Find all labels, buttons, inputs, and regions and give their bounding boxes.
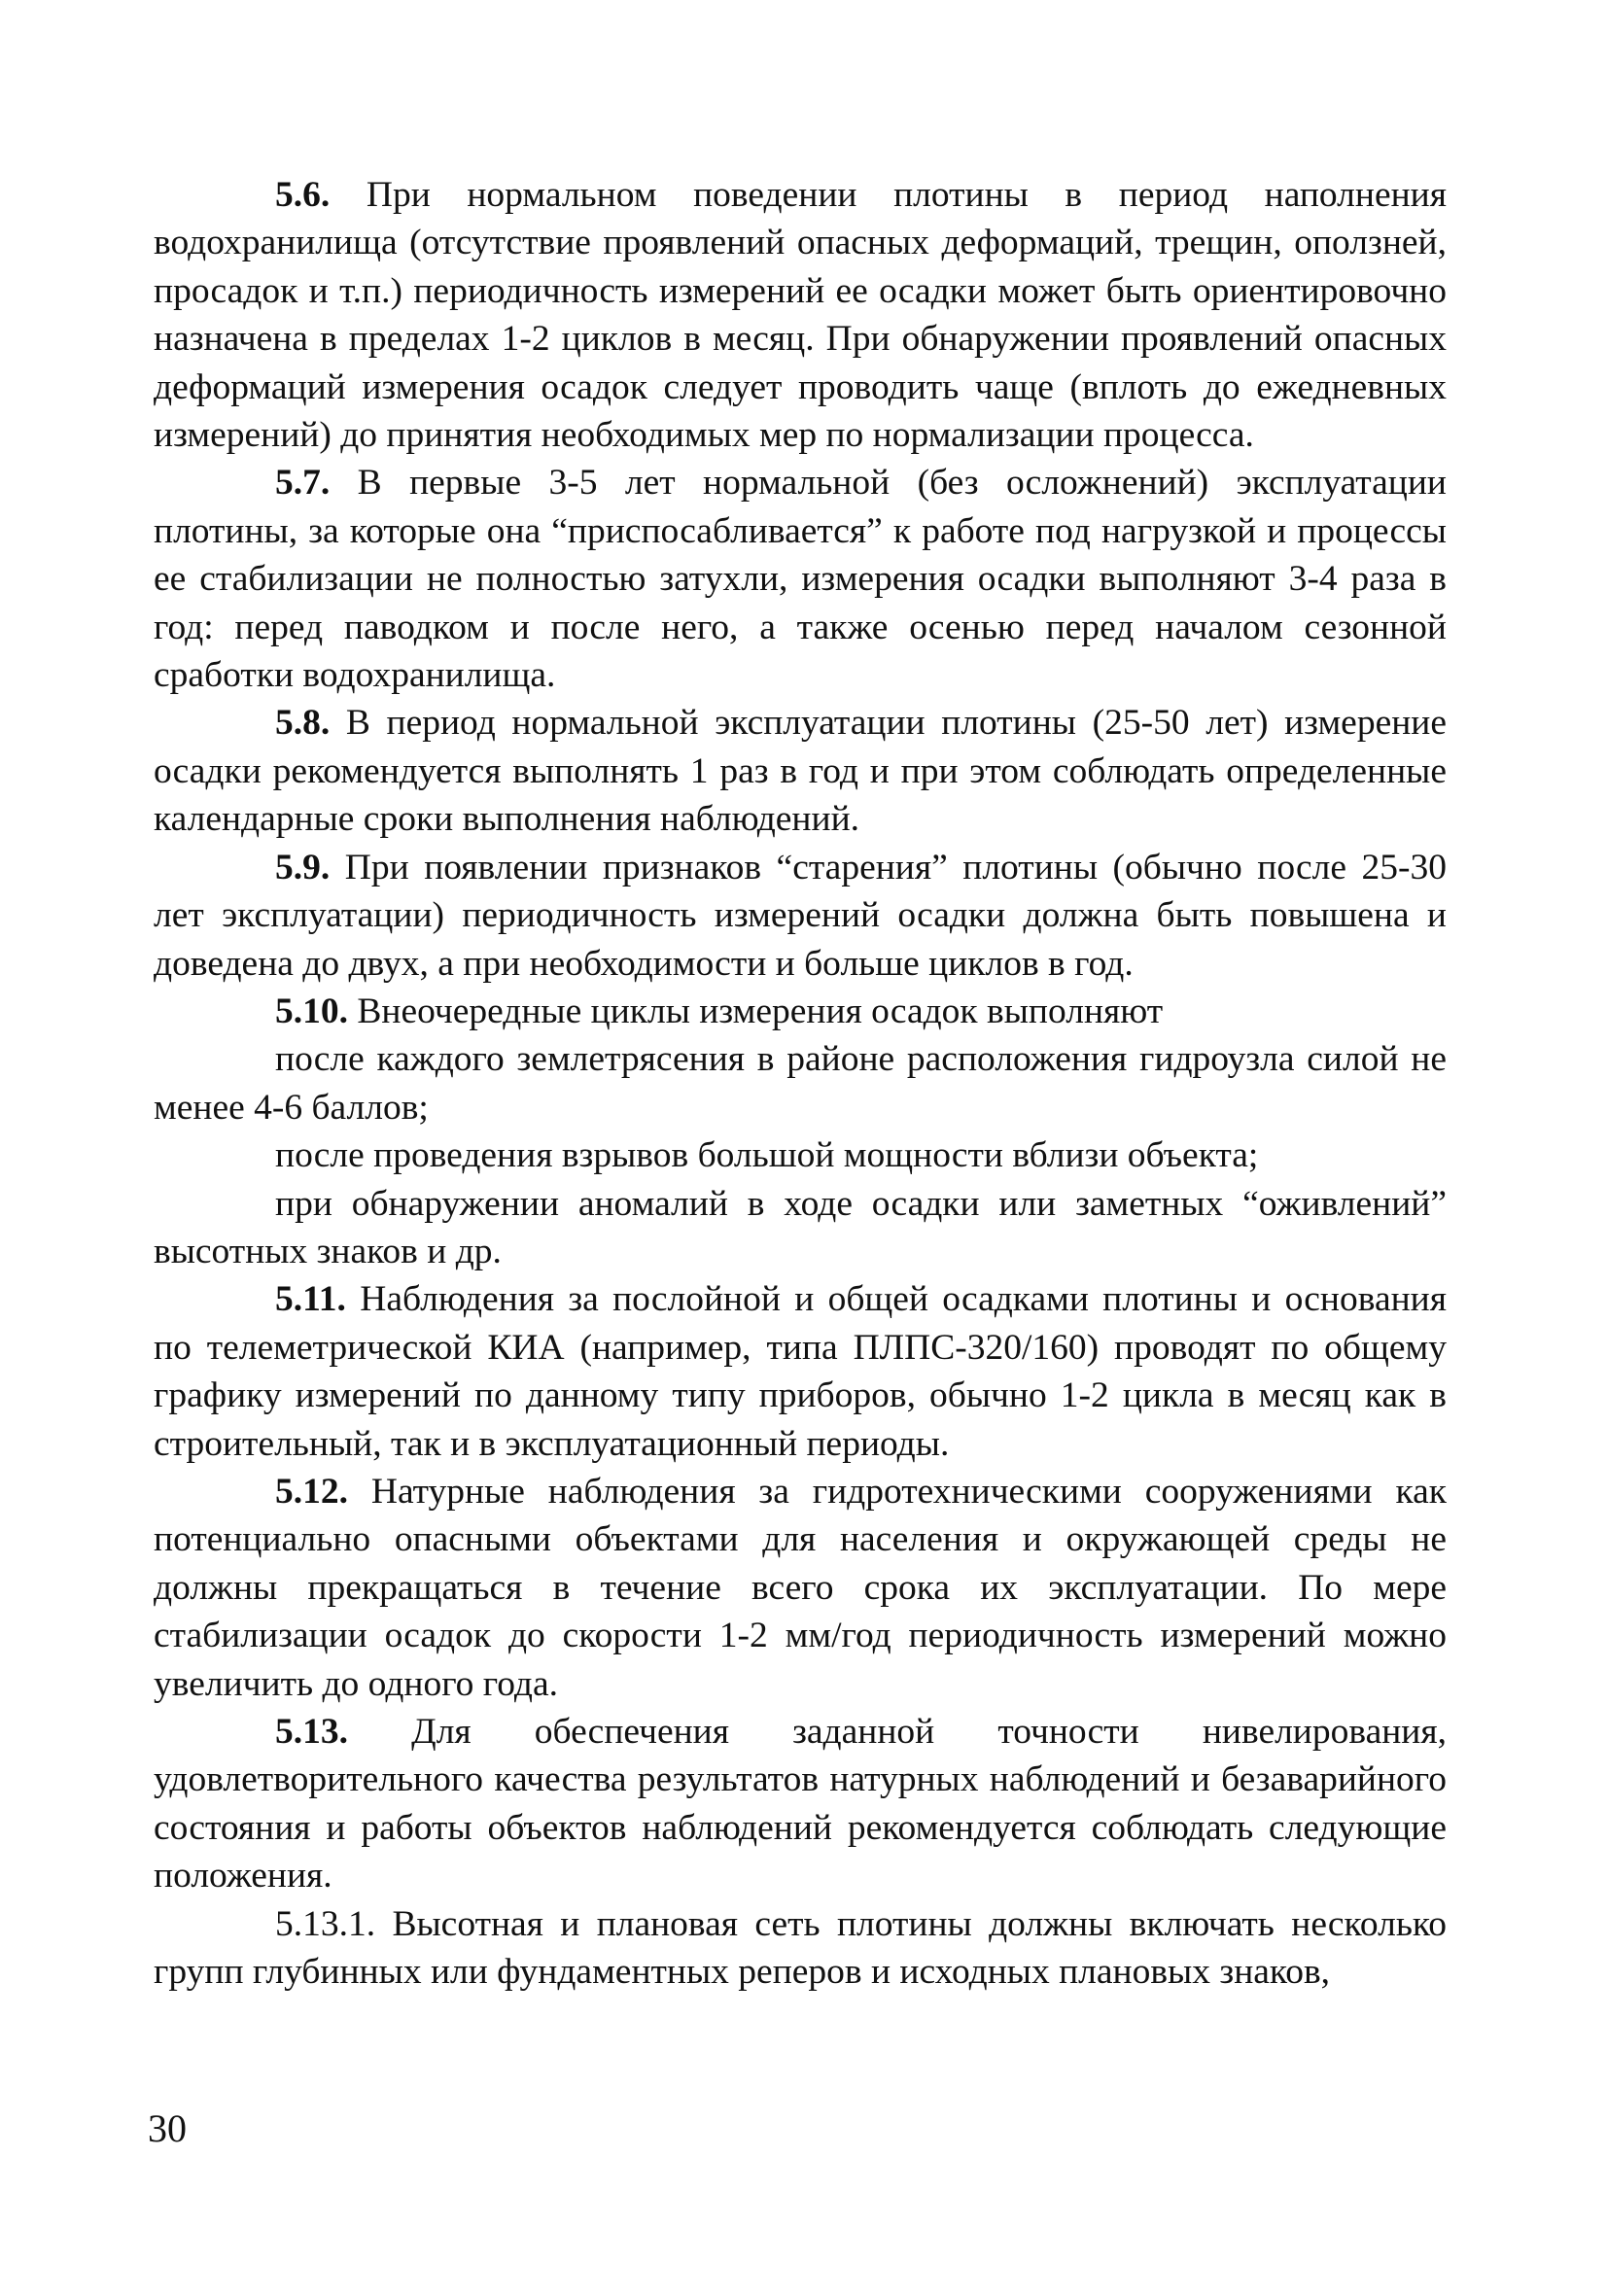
paragraph-text: В первые 3-5 лет нормальной (без осложнений) эксплуатации плотины, за которые она “приспосабливается” к работе под нагрузкой и процессы ее стабилизации не полностью затухли, измерения осадки выполняют 3-4 раза в год: перед паводком и после него, а также осенью перед началом сезонной сработки водохранилища. bbox=[154, 463, 1447, 696]
paragraph-text: Наблюдения за послойной и общей осадками плотины и основания по телеметрической КИА (например, типа ПЛПС-320/160) проводят по общему графику измерений по данному типу приборов, обычно 1-2 цикла в месяц как в строительный, так и в эксплуатационный периоды. bbox=[154, 1279, 1447, 1464]
list-item-explosions bbox=[154, 1131, 1447, 1179]
section-number: 5.10. bbox=[275, 991, 348, 1031]
section-number: 5.6. bbox=[275, 175, 331, 215]
document-page bbox=[154, 171, 1447, 1996]
paragraph-text: При появлении признаков “старения” плотины (обычно после 25-30 лет эксплуатации) периодичность измерений осадки должна быть повышена и доведена до двух, а при необходимости и больше циклов в год. bbox=[154, 847, 1448, 984]
paragraph-5-8 bbox=[154, 699, 1447, 843]
paragraph-text: В период нормальной эксплуатации плотины (25-50 лет) измерение осадки рекомендуется выполнять 1 раз в год и при этом соблюдать определенные календарные сроки выполнения наблюдений. bbox=[154, 703, 1447, 840]
section-number: 5.9. bbox=[275, 847, 331, 887]
paragraph-5-7 bbox=[154, 459, 1447, 699]
list-item-anomalies bbox=[154, 1180, 1447, 1276]
paragraph-text: Для обеспечения заданной точности нивелирования, удовлетворительного качества результатов натурных наблюдений и безаварийного состояния и работы объектов наблюдений рекомендуется соблюдать следующие положения. bbox=[154, 1712, 1447, 1896]
section-number: 5.11. bbox=[275, 1279, 346, 1320]
paragraph-text: Внеочередные циклы измерения осадок выполняют bbox=[357, 991, 1164, 1031]
paragraph-text: после проведения взрывов большой мощности вблизи объекта; bbox=[275, 1135, 1259, 1176]
paragraph-5-10 bbox=[154, 988, 1447, 1035]
paragraph-text: 5.13.1. Высотная и плановая сеть плотины должны включать несколько групп глубинных или фундаментных реперов и исходных плановых знаков, bbox=[154, 1903, 1447, 1993]
section-number: 5.12. bbox=[275, 1471, 348, 1512]
section-number: 5.8. bbox=[275, 703, 331, 744]
paragraph-5-12 bbox=[154, 1468, 1447, 1708]
paragraph-5-13 bbox=[154, 1708, 1447, 1900]
page-number: 30 bbox=[148, 2106, 187, 2150]
paragraph-text: при обнаружении аномалий в ходе осадки или заметных “оживлений” высотных знаков и др. bbox=[154, 1183, 1447, 1271]
paragraph-text: после каждого землетрясения в районе расположения гидроузла силой не менее 4-6 баллов; bbox=[154, 1039, 1447, 1128]
list-item-earthquake bbox=[154, 1035, 1447, 1131]
section-number: 5.13. bbox=[275, 1712, 348, 1752]
paragraph-text: При нормальном поведении плотины в период наполнения водохранилища (отсутствие проявлений опасных деформаций, трещин, оползней, просадок и т.п.) периодичность измерений ее осадки может быть ориентировочно назначена в пределах 1-2 циклов в месяц. При обнаружении проявлений опасных деформаций измерения осадок следует проводить чаще (вплоть до ежедневных измерений) до принятия необходимых мер по нормализации процесса. bbox=[154, 175, 1447, 456]
paragraph-5-11 bbox=[154, 1275, 1447, 1468]
paragraph-text: Натурные наблюдения за гидротехническими сооружениями как потенциально опасными объектами для населения и окружающей среды не должны прекращаться в течение всего срока их эксплуатации. По мере стабилизации осадок до скорости 1-2 мм/год периодичность измерений можно увеличить до одного года. bbox=[154, 1471, 1447, 1704]
section-number: 5.7. bbox=[275, 463, 331, 504]
paragraph-5-9 bbox=[154, 844, 1447, 988]
paragraph-5-13-1 bbox=[154, 1900, 1447, 1997]
paragraph-5-6 bbox=[154, 171, 1447, 459]
